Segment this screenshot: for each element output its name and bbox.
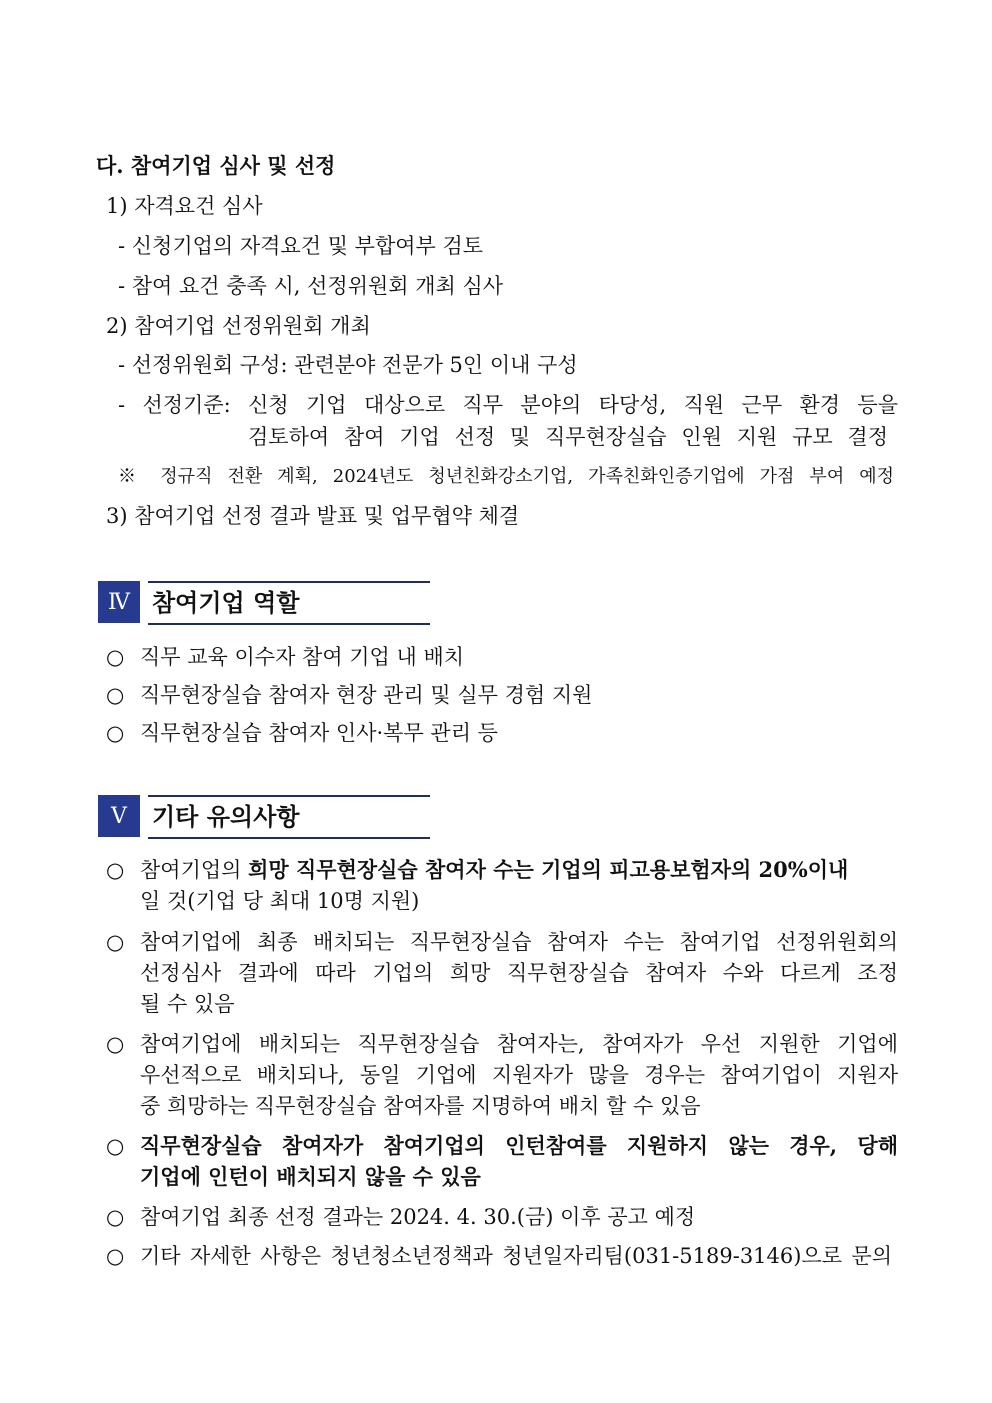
notice-item-1-line2: 일 것(기업 당 최대 10명 지원) [140,889,420,913]
notice-item-4-line2: 기업에 인턴이 배치되지 않을 수 있음 [140,1164,481,1189]
notice-item-2-line1: 참여기업에 최종 배치되는 직무현장실습 참여자 수는 참여기업 선정위원회의 [140,930,898,954]
notice-item-3-line1: 참여기업에 배치되는 직무현장실습 참여자는, 참여자가 우선 지원한 기업에 [140,1032,898,1056]
notice-item-2-line2: 선정심사 결과에 따라 기업의 희망 직무현장실습 참여자 수와 다르게 조정 [140,961,898,985]
section-4-title: 참여기업 역할 [148,581,430,625]
notice-item-3-line2: 우선적으로 배치되나, 동일 기업에 지원자가 많을 경우는 참여기업이 지원자 [140,1063,898,1087]
item-2-b-line1: - 선정기준: 신청 기업 대상으로 직무 분야의 타당성, 직원 근무 환경 등을 [118,393,898,417]
circle-bullet-icon: ○ [106,1244,125,1268]
circle-bullet-icon: ○ [106,683,125,707]
notice-item-1-line1 [140,855,898,885]
notice-item-4-line1: 직무현장실습 참여자가 참여기업의 인턴참여를 지원하지 않는 경우, 당해 [140,1133,898,1158]
section-5-title: 기타 유의사항 [148,795,430,839]
item-1-heading: 1) 자격요건 심사 [106,194,263,218]
section-4-number: Ⅳ [98,581,140,623]
notice-item-1-prefix: 참여기업의 [140,858,249,882]
circle-bullet-icon: ○ [106,645,125,669]
notice-item-2-line3: 될 수 있음 [140,992,235,1016]
circle-bullet-icon: ○ [106,1032,125,1056]
item-3-heading: 3) 참여기업 선정 결과 발표 및 업무협약 체결 [106,504,520,528]
section-5-number: Ⅴ [98,795,140,837]
role-item-1: 직무 교육 이수자 참여 기업 내 배치 [140,645,465,669]
role-item-2: 직무현장실습 참여자 현장 관리 및 실무 경험 지원 [140,683,593,707]
circle-bullet-icon: ○ [106,858,125,882]
circle-bullet-icon: ○ [106,1205,125,1229]
item-1-b: - 참여 요건 충족 시, 선정위원회 개최 심사 [118,274,504,298]
circle-bullet-icon: ○ [106,930,125,954]
circle-bullet-icon: ○ [106,1134,125,1158]
item-2-a: - 선정위원회 구성: 관련분야 전문가 5인 이내 구성 [118,353,578,377]
note-extra-points: ※ 정규직 전환 계획, 2024년도 청년친화강소기업, 가족친화인증기업에 가점 부여 예정 [118,466,894,487]
notice-item-3-line3: 중 희망하는 직무현장실습 참여자를 지명하여 배치 할 수 있음 [140,1094,701,1118]
item-2-b-line2: 검토하여 참여 기업 선정 및 직무현장실습 인원 지원 규모 결정 [248,425,888,449]
notice-item-6: 기타 자세한 사항은 청년청소년정책과 청년일자리팀(031-5189-3146)으로 문의 [140,1244,892,1268]
item-1-a: - 신청기업의 자격요건 및 부합여부 검토 [118,234,484,258]
section-da-heading: 다. 참여기업 심사 및 선정 [96,153,336,178]
notice-item-1-emphasis: 희망 직무현장실습 참여자 수는 기업의 피고용보험자의 20%이내 [248,857,849,882]
notice-item-5: 참여기업 최종 선정 결과는 2024. 4. 30.(금) 이후 공고 예정 [140,1205,696,1229]
role-item-3: 직무현장실습 참여자 인사·복무 관리 등 [140,721,498,745]
item-2-heading: 2) 참여기업 선정위원회 개최 [106,314,371,338]
circle-bullet-icon: ○ [106,721,125,745]
